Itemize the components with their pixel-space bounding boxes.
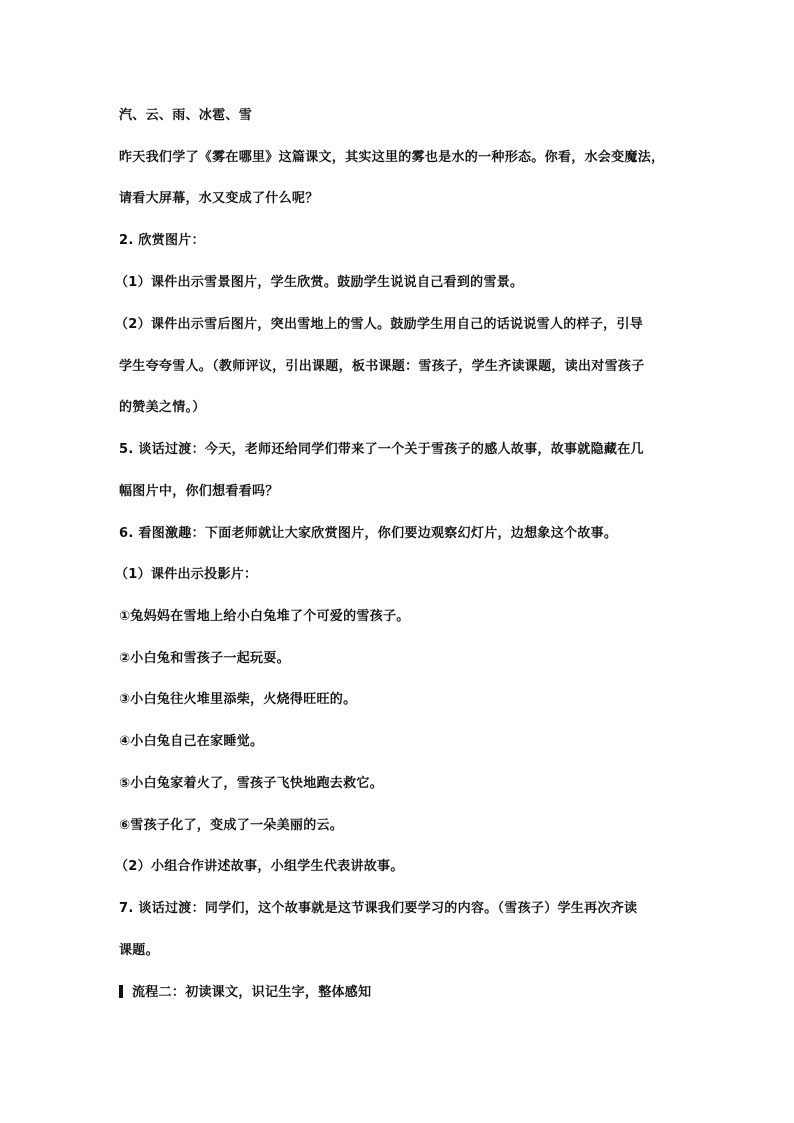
heading-bar-marker [119,985,123,998]
text-line-12: （1）课件出示投影片： [115,567,258,582]
text-line-9: 5. 谈话过渡：今天，老师还给同学们带来了一个关于雪孩子的感人故事，故事就隐藏在几 [119,442,644,457]
text-line-7: 学生夸夸雪人。（教师评议，引出课题，板书课题：雪孩子，学生齐读课题，读出对雪孩子 [119,359,645,374]
text-line-21: 课题。 [119,943,159,958]
text-line-2: 昨天我们学了《雾在哪里》这篇课文，其实这里的雾也是水的一种形态。你看，水会变魔法， [119,150,665,165]
text-line-3: 请看大屏幕，水又变成了什么呢？ [119,191,319,206]
text-line-11: 6. 看图激趣：下面老师就让大家欣赏图片，你们要边观察幻灯片，边想象这个故事。 [119,526,618,541]
text-line-20: 7. 谈话过渡：同学们，这个故事就是这节课我们要学习的内容。（雪孩子）学生再次齐读 [119,901,638,916]
text-line-16: ④小白兔自己在家睡觉。 [119,734,264,749]
text-line-6: （2）课件出示雪后图片，突出雪地上的雪人。鼓励学生用自己的话说说雪人的样子，引导 [115,317,644,332]
text-line-18: ⑥雪孩子化了，变成了一朵美丽的云。 [119,818,344,833]
text-line-8: 的赞美之情。） [119,400,206,415]
text-line-4: 2. 欣赏图片： [119,233,205,248]
section-heading [119,985,371,1001]
text-line-14: ②小白兔和雪孩子一起玩耍。 [119,651,290,666]
text-line-13: ①兔妈妈在雪地上给小白兔堆了个可爱的雪孩子。 [119,609,410,624]
text-line-15: ③小白兔往火堆里添柴，火烧得旺旺的。 [119,692,357,707]
text-line-10: 幅图片中，你们想看看吗？ [119,484,279,499]
text-line-1: 汽、云、雨、冰雹、雪 [119,108,253,123]
text-line-5: （1）课件出示雪景图片，学生欣赏。鼓励学生说说自己看到的雪景。 [115,275,524,290]
text-line-17: ⑤小白兔家着火了，雪孩子飞快地跑去救它。 [119,776,384,791]
section-heading-text: 流程二：初读课文，识记生字，整体感知 [132,985,372,1000]
text-line-19: （2）小组合作讲述故事，小组学生代表讲故事。 [115,859,404,874]
